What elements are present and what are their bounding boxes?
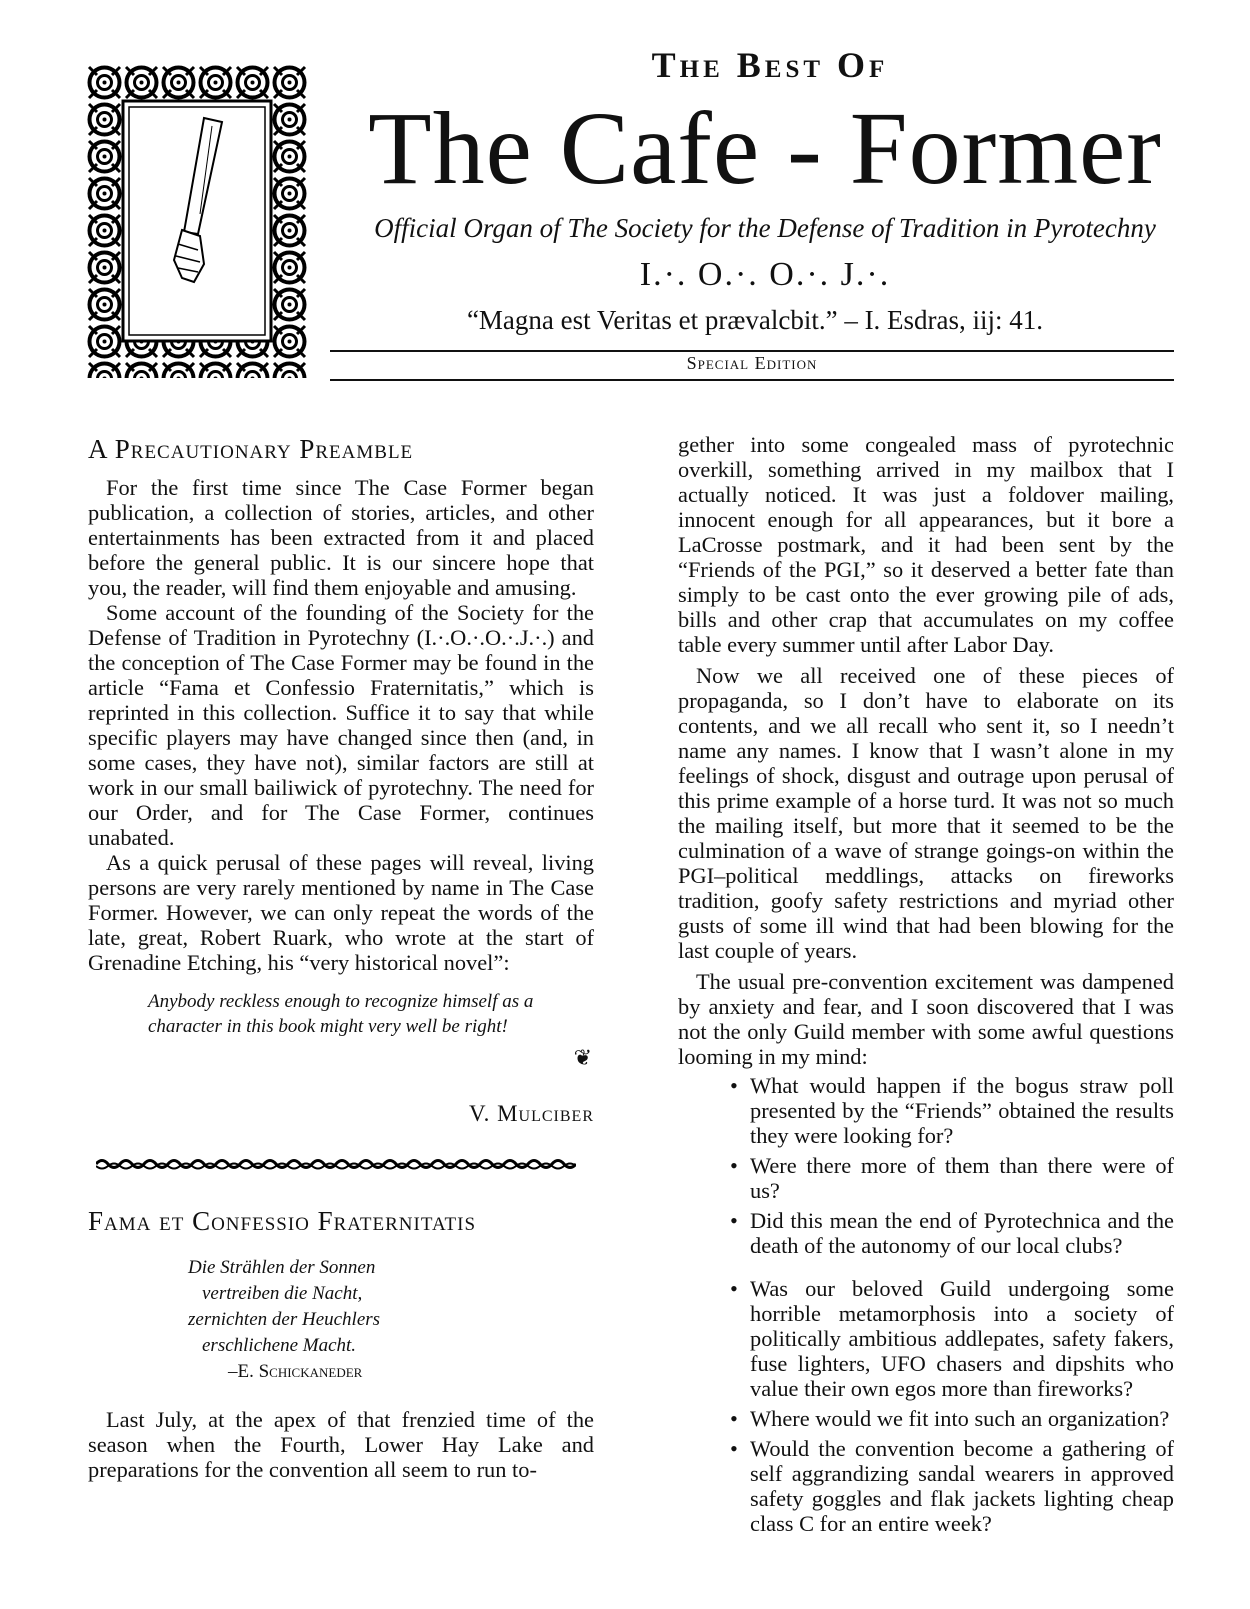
epigraph-line: zernichten der Heuchlers [188, 1309, 381, 1330]
epigraph-author: –E. Schickaneder [228, 1361, 363, 1382]
list-item: • Were there more of them than there were of us? [728, 1153, 1174, 1203]
preamble-paragraph-1: For the first time since The Case Former began publication, a collection of stories, articles, and other entertainments has been extracted from it and placed before the general public. It is our sincere hope that you, the reader, will find them enjoyable and amusing. [88, 475, 594, 600]
masthead-motto: “Magna est Veritas et prævalcbit.” – I. Esdras, iij: 41. [466, 305, 1044, 335]
epigraph-line: erschlichene Macht. [202, 1335, 357, 1356]
article-paragraph-2: Now we all received one of these pieces of propaganda, so I don’t have to elaborate on its contents, and we all recall who sent it, so I needn’t name any names. I know that I wasn’t alone in my feelings of shock, disgust and outrage upon perusal of this prime example of a horse turd. It was not so much the mailing itself, but more that it seemed to be the culmination of a wave of strange goings-on within the PGI–political meddlings, attacks on fireworks tradition, goofy safety restrictions and myriad other gusts of some ill wind that had been blowing for the last couple of years. [678, 663, 1174, 963]
tailpiece-ornament-icon: ❦ [573, 1045, 592, 1070]
epigraph-line: Die Strählen der Sonnen [188, 1257, 376, 1278]
list-item: • Where would we fit into such an organization? [728, 1406, 1174, 1431]
epigraph-line: vertreiben die Nacht, [202, 1283, 363, 1304]
masthead-rule-top [330, 350, 1174, 352]
preamble-heading: A Precautionary Preamble [88, 434, 414, 464]
society-initials: I.·. O.·. O.·. J.·. [639, 256, 891, 293]
article-paragraph-continued: gether into some congealed mass of pyrotechnic overkill, something arrived in my mailbox that I actually noticed. It was just a foldover mailing, innocent enough for all appearances, but it bore a LaCrosse postmark, and it had been sent by the “Friends of the PGI,” so it deserved a better fate than simply to be cast onto the ever growing pile of ads, bills and other crap that accumulates on my coffee table every summer until after Labor Day. [678, 432, 1174, 657]
list-item: • Would the convention become a gathering of self aggrandizing sandal wearers in approved safety goggles and flak jackets lighting cheap class C for an entire week? [728, 1436, 1174, 1536]
right-column [678, 432, 1174, 1541]
preamble-paragraph-2: Some account of the founding of the Society for the Defense of Tradition in Pyrotechny (I.·.O.·.O.·.J.·.) and the conception of The Case Former may be found in the article “Fama et Confessio Fraternitatis,” which is reprinted in this collection. Suffice it to say that while specific players may have changed since then (and, in some cases, they have not), similar factors are still at work in our small bailiwick of pyrotechny. The need for our Order, and for The Case Former, continues unabated. [88, 600, 594, 850]
preamble-paragraph-3: As a quick perusal of these pages will reveal, living persons are very rarely mentioned by name in The Case Former. However, we can only repeat the words of the late, great, Robert Ruark, who wrote at the start of Grenadine Etching, his “very historical novel”: [88, 850, 594, 975]
article-paragraph-3: The usual pre-convention excitement was dampened by anxiety and fear, and I soon discovered that I was not the only Guild member with some awful questions looming in my mind: [678, 969, 1174, 1069]
masthead-subtitle: Official Organ of The Society for the Defense of Tradition in Pyrotechny [374, 213, 1156, 243]
epigraph [188, 1255, 594, 1385]
ornamental-logo-icon [86, 64, 308, 378]
masthead-kicker: The Best Of [651, 45, 889, 85]
page-title: The Cafe - Former [368, 91, 1162, 206]
masthead-rule-bottom [330, 379, 1174, 381]
list-item: • What would happen if the bogus straw poll presented by the “Friends” obtained the results they were looking for? [728, 1073, 1174, 1148]
ruark-quote: Anybody reckless enough to recognize himself as a character in this book might very well be right! [148, 991, 534, 1037]
left-column [88, 434, 594, 1482]
ornamental-divider [96, 1157, 576, 1171]
fama-heading: Fama et Confessio Fraternitatis [88, 1206, 477, 1236]
fama-paragraph-1: Last July, at the apex of that frenzied time of the season when the Fourth, Lower Hay Lake and preparations for the convention all seem to run to- [88, 1407, 594, 1482]
edition-label: Special Edition [686, 353, 818, 373]
list-item: • Was our beloved Guild undergoing some horrible metamorphosis into a society of politically ambitious addlepates, safety fakers, fuse lighters, UFO chasers and dipshits who value their own egos more than fireworks? [728, 1276, 1174, 1401]
questions-list [678, 1073, 1174, 1536]
author-signature: V. Mulciber [468, 1101, 594, 1126]
list-item: • Did this mean the end of Pyrotechnica and the death of the autonomy of our local clubs? [728, 1208, 1174, 1258]
